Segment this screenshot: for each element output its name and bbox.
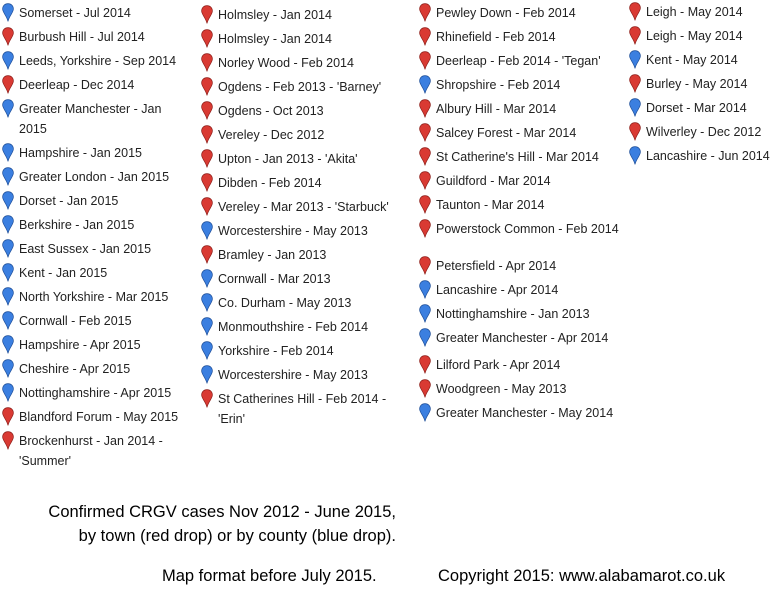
red-drop-pin-icon [201,29,213,48]
red-drop-pin-icon [419,27,431,46]
legend-entry-label: Dorset - Mar 2014 [646,101,747,115]
legend-entry [2,311,192,331]
legend-entry [2,359,192,379]
legend-entry [201,341,401,361]
legend-entry [419,75,624,95]
red-drop-pin-icon [2,431,14,450]
legend-entry [201,77,401,97]
red-drop-pin-icon [201,5,213,24]
legend-entry [419,379,624,399]
legend-entry-label: Burbush Hill - Jul 2014 [19,30,145,44]
legend-entry [201,365,401,385]
legend-entry [419,256,624,276]
legend-entry [629,50,772,70]
legend-entry-label: Kent - May 2014 [646,53,738,67]
legend-entry-label: Hampshire - Apr 2015 [19,338,141,352]
legend-entry [201,317,401,337]
legend-entry-label: Deerleap - Feb 2014 - 'Tegan' [436,54,601,68]
legend-entry [201,53,401,73]
red-drop-pin-icon [419,147,431,166]
red-drop-pin-icon [419,379,431,398]
blue-drop-pin-icon [201,221,213,240]
legend-entry [201,197,401,217]
blue-drop-pin-icon [629,50,641,69]
legend-entry [201,293,401,313]
legend-entry-label: Ogdens - Feb 2013 - 'Barney' [218,80,382,94]
legend-entry-label: Norley Wood - Feb 2014 [218,56,354,70]
red-drop-pin-icon [419,256,431,275]
blue-drop-pin-icon [2,359,14,378]
legend-entry [201,221,401,241]
legend-entry-label: Ogdens - Oct 2013 [218,104,324,118]
red-drop-pin-icon [201,389,213,408]
legend-entry [2,99,192,139]
legend-entry [419,195,624,215]
legend-entry [419,99,624,119]
red-drop-pin-icon [2,407,14,426]
caption [0,500,396,548]
legend-entry [2,51,192,71]
legend-entry [419,27,624,47]
red-drop-pin-icon [419,195,431,214]
legend-entry-label: Burley - May 2014 [646,77,748,91]
legend-entry-label: Greater Manchester - Jan 2015 [19,102,162,136]
legend-entry [419,328,624,348]
legend-entry [419,304,624,324]
legend-entry [2,263,192,283]
legend-entry-label: Holmsley - Jan 2014 [218,32,332,46]
legend-entry [2,75,192,95]
blue-drop-pin-icon [419,403,431,422]
legend-entry-label: Dorset - Jan 2015 [19,194,119,208]
blue-drop-pin-icon [2,3,14,22]
legend-entry-label: Worcestershire - May 2013 [218,224,368,238]
legend-entry [629,98,772,118]
blue-drop-pin-icon [2,143,14,162]
blue-drop-pin-icon [2,191,14,210]
red-drop-pin-icon [2,75,14,94]
legend-entry [629,146,772,166]
red-drop-pin-icon [201,125,213,144]
blue-drop-pin-icon [2,239,14,258]
red-drop-pin-icon [419,171,431,190]
legend-entry [419,171,624,191]
legend-entry-label: Salcey Forest - Mar 2014 [436,126,577,140]
legend-entry [2,191,192,211]
legend-entry-label: Leeds, Yorkshire - Sep 2014 [19,54,177,68]
red-drop-pin-icon [2,27,14,46]
legend-entry [629,26,772,46]
legend-entry-label: Lancashire - Apr 2014 [436,283,559,297]
legend-entry-label: Bramley - Jan 2013 [218,248,327,262]
red-drop-pin-icon [419,51,431,70]
blue-drop-pin-icon [201,365,213,384]
red-drop-pin-icon [201,77,213,96]
legend-entry [201,101,401,121]
red-drop-pin-icon [201,149,213,168]
blue-drop-pin-icon [419,75,431,94]
legend-entry-label: Blandford Forum - May 2015 [19,410,179,424]
legend-entry-label: Vereley - Dec 2012 [218,128,325,142]
legend-entry-label: Nottinghamshire - Jan 2013 [436,307,590,321]
blue-drop-pin-icon [2,263,14,282]
legend-entry [629,2,772,22]
blue-drop-pin-icon [201,341,213,360]
red-drop-pin-icon [419,3,431,22]
legend-entry [2,3,192,23]
legend-entry-label: St Catherines Hill - Feb 2014 - 'Erin' [218,392,387,426]
legend-entry-label: Albury Hill - Mar 2014 [436,102,557,116]
legend-entry [629,122,772,142]
legend-entry [201,389,401,429]
legend-entry [201,29,401,49]
legend-entry-label: Rhinefield - Feb 2014 [436,30,556,44]
legend-entry [419,147,624,167]
legend-entry-label: East Sussex - Jan 2015 [19,242,152,256]
blue-drop-pin-icon [2,51,14,70]
legend-entry [419,403,624,423]
legend-entry-label: Petersfield - Apr 2014 [436,259,557,273]
legend-entry-label: Upton - Jan 2013 - 'Akita' [218,152,358,166]
red-drop-pin-icon [629,26,641,45]
legend-entry [2,407,192,427]
legend-entry-label: Shropshire - Feb 2014 [436,78,561,92]
legend-entry-label: Yorkshire - Feb 2014 [218,344,334,358]
legend-entry [2,27,192,47]
legend-entry-label: Somerset - Jul 2014 [19,6,131,20]
legend-entry-label: Berkshire - Jan 2015 [19,218,135,232]
legend-entry-label: St Catherine's Hill - Mar 2014 [436,150,599,164]
blue-drop-pin-icon [419,304,431,323]
legend-entry [2,383,192,403]
legend-entry-label: Lilford Park - Apr 2014 [436,358,561,372]
legend-entry-label: Pewley Down - Feb 2014 [436,6,576,20]
red-drop-pin-icon [201,101,213,120]
legend-entry-label: Leigh - May 2014 [646,29,743,43]
legend-entry [2,167,192,187]
blue-drop-pin-icon [201,317,213,336]
legend-entry-label: Greater London - Jan 2015 [19,170,170,184]
blue-drop-pin-icon [201,293,213,312]
legend-entry-label: Holmsley - Jan 2014 [218,8,332,22]
red-drop-pin-icon [201,197,213,216]
red-drop-pin-icon [419,123,431,142]
legend-entry [419,280,624,300]
legend-entry-label: Woodgreen - May 2013 [436,382,567,396]
legend-entry [201,5,401,25]
blue-drop-pin-icon [2,383,14,402]
blue-drop-pin-icon [2,167,14,186]
legend-entry-label: North Yorkshire - Mar 2015 [19,290,169,304]
legend-entry-label: Brockenhurst - Jan 2014 - 'Summer' [19,434,163,468]
legend-entry [201,173,401,193]
blue-drop-pin-icon [201,269,213,288]
blue-drop-pin-icon [629,146,641,165]
legend-entry [419,3,624,23]
legend-entry [2,287,192,307]
caption-line-1: Confirmed CRGV cases Nov 2012 - June 2015, [48,503,396,521]
blue-drop-pin-icon [419,328,431,347]
legend-entry-label: Leigh - May 2014 [646,5,743,19]
legend-entry-label: Vereley - Mar 2013 - 'Starbuck' [218,200,389,214]
blue-drop-pin-icon [2,215,14,234]
legend-entry [419,123,624,143]
legend-entry [419,51,624,71]
legend-entry [2,143,192,163]
legend-entry [419,219,624,239]
legend-entry-label: Guildford - Mar 2014 [436,174,551,188]
legend-entry-label: Worcestershire - May 2013 [218,368,368,382]
red-drop-pin-icon [419,99,431,118]
legend-entry-label: Kent - Jan 2015 [19,266,108,280]
caption-line-2: by town (red drop) or by county (blue drop). [78,527,396,545]
legend-entry-label: Powerstock Common - Feb 2014 [436,222,619,236]
blue-drop-pin-icon [2,311,14,330]
legend-entry-label: Monmouthshire - Feb 2014 [218,320,369,334]
legend-entry-label: Taunton - Mar 2014 [436,198,545,212]
red-drop-pin-icon [201,245,213,264]
red-drop-pin-icon [201,53,213,72]
blue-drop-pin-icon [419,280,431,299]
legend-entry [2,335,192,355]
legend-entry [201,149,401,169]
red-drop-pin-icon [629,2,641,21]
legend-entry-label: Cornwall - Mar 2013 [218,272,331,286]
legend-entry [2,215,192,235]
red-drop-pin-icon [419,219,431,238]
legend-entry-label: Deerleap - Dec 2014 [19,78,135,92]
blue-drop-pin-icon [2,335,14,354]
legend-entry [629,74,772,94]
legend-entry [201,125,401,145]
legend-entry [201,245,401,265]
copyright-notice: Copyright 2015: www.alabamarot.co.uk [438,567,726,585]
legend-entry [201,269,401,289]
legend-entry [2,239,192,259]
format-note: Map format before July 2015. [162,567,377,585]
legend-entry-label: Wilverley - Dec 2012 [646,125,762,139]
legend-entry [419,355,624,375]
blue-drop-pin-icon [629,98,641,117]
legend-entry-label: Greater Manchester - Apr 2014 [436,331,609,345]
legend-entry-label: Co. Durham - May 2013 [218,296,352,310]
blue-drop-pin-icon [2,99,14,118]
red-drop-pin-icon [201,173,213,192]
legend-entry-label: Dibden - Feb 2014 [218,176,322,190]
red-drop-pin-icon [629,122,641,141]
legend-entry-label: Greater Manchester - May 2014 [436,406,614,420]
red-drop-pin-icon [629,74,641,93]
legend-entry-label: Cheshire - Apr 2015 [19,362,131,376]
red-drop-pin-icon [419,355,431,374]
legend-entry-label: Lancashire - Jun 2014 [646,149,770,163]
blue-drop-pin-icon [2,287,14,306]
legend-entry-label: Cornwall - Feb 2015 [19,314,132,328]
legend-entry [2,431,192,471]
legend-entry-label: Nottinghamshire - Apr 2015 [19,386,172,400]
legend-entry-label: Hampshire - Jan 2015 [19,146,142,160]
